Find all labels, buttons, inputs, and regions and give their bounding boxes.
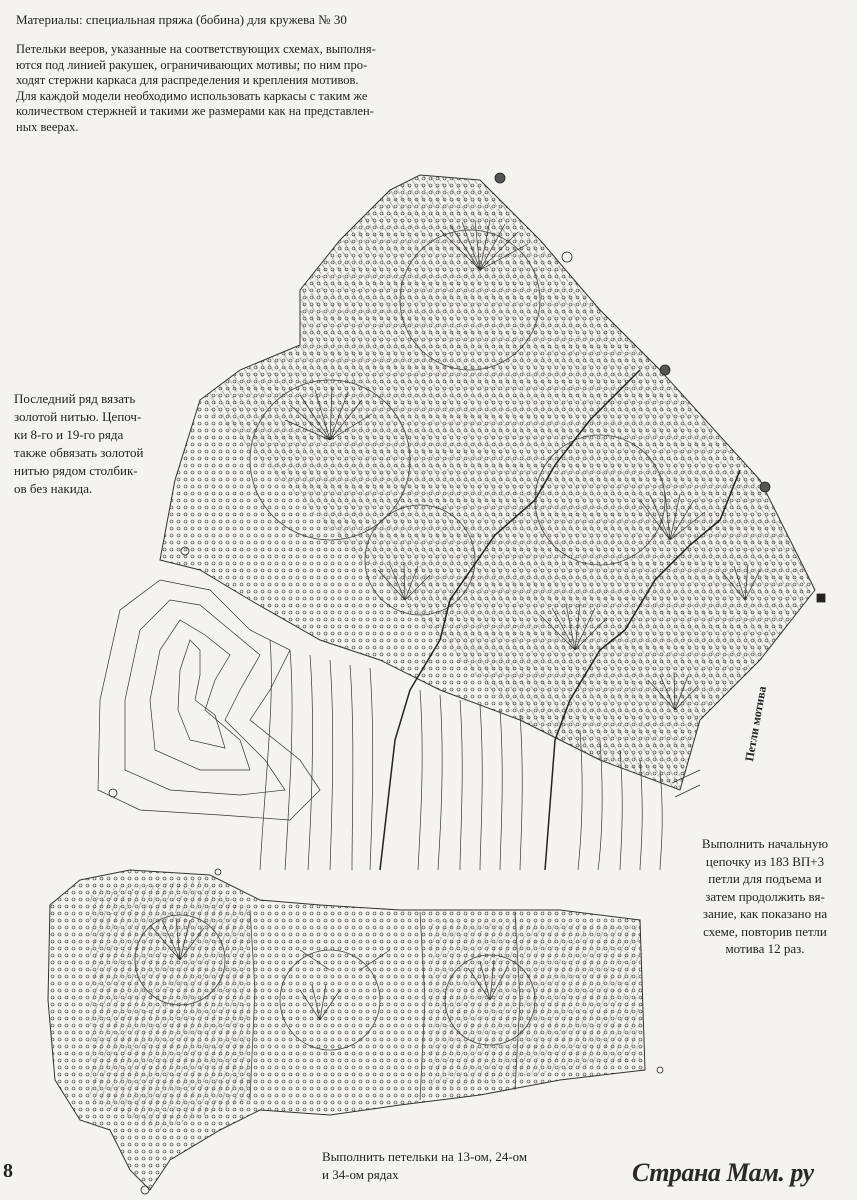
page-number: 8	[3, 1160, 13, 1182]
note-line: золотой нитью. Цепоч-	[14, 409, 142, 424]
note-line: мотива 12 раз.	[725, 941, 805, 956]
note-line: и 34-ом рядах	[322, 1167, 399, 1182]
intro-line: ются под линией ракушек, ограничивающих мотивы; по ним про-	[16, 57, 368, 72]
note-line: ов без накида.	[14, 481, 93, 496]
intro-line: ных веерах.	[16, 119, 79, 134]
materials-heading: Материалы: специальная пряжа (бобина) для кружева № 30	[16, 12, 347, 27]
note-line: схеме, повторив петли	[703, 923, 827, 939]
upper-chart	[98, 173, 825, 870]
note-line: нитью рядом столбик-	[14, 463, 138, 478]
intro-line: Петельки вееров, указанные на соответствующих схемах, выполня-	[16, 42, 376, 56]
intro-line: ходят стержни каркаса для распределения и крепления мотивов.	[16, 73, 359, 87]
note-line: цепочку из 183 ВП+3	[705, 853, 825, 869]
intro-line: количеством стержней и такими же размерами как на представлен-	[16, 104, 374, 118]
note-line: также обвязать золотой	[14, 445, 144, 460]
note-line: петли для подъема и	[708, 871, 822, 886]
note-line: Последний ряд вязать	[14, 391, 136, 406]
lower-chart	[48, 869, 663, 1194]
note-line: затем продолжить вя-	[705, 888, 825, 904]
note-line: Выполнить петельки на 13-ом, 24-ом	[322, 1149, 528, 1164]
note-line: ки 8-го и 19-го ряда	[14, 427, 124, 442]
site-watermark: Страна Мам. ру	[632, 1158, 814, 1187]
note-line: Выполнить начальную	[701, 836, 829, 851]
intro-line: Для каждой модели необходимо использовать каркасы с таким же	[16, 88, 368, 103]
motif-loops-label: Петли мотива	[742, 685, 769, 763]
note-line: зание, как показано на	[702, 906, 828, 921]
